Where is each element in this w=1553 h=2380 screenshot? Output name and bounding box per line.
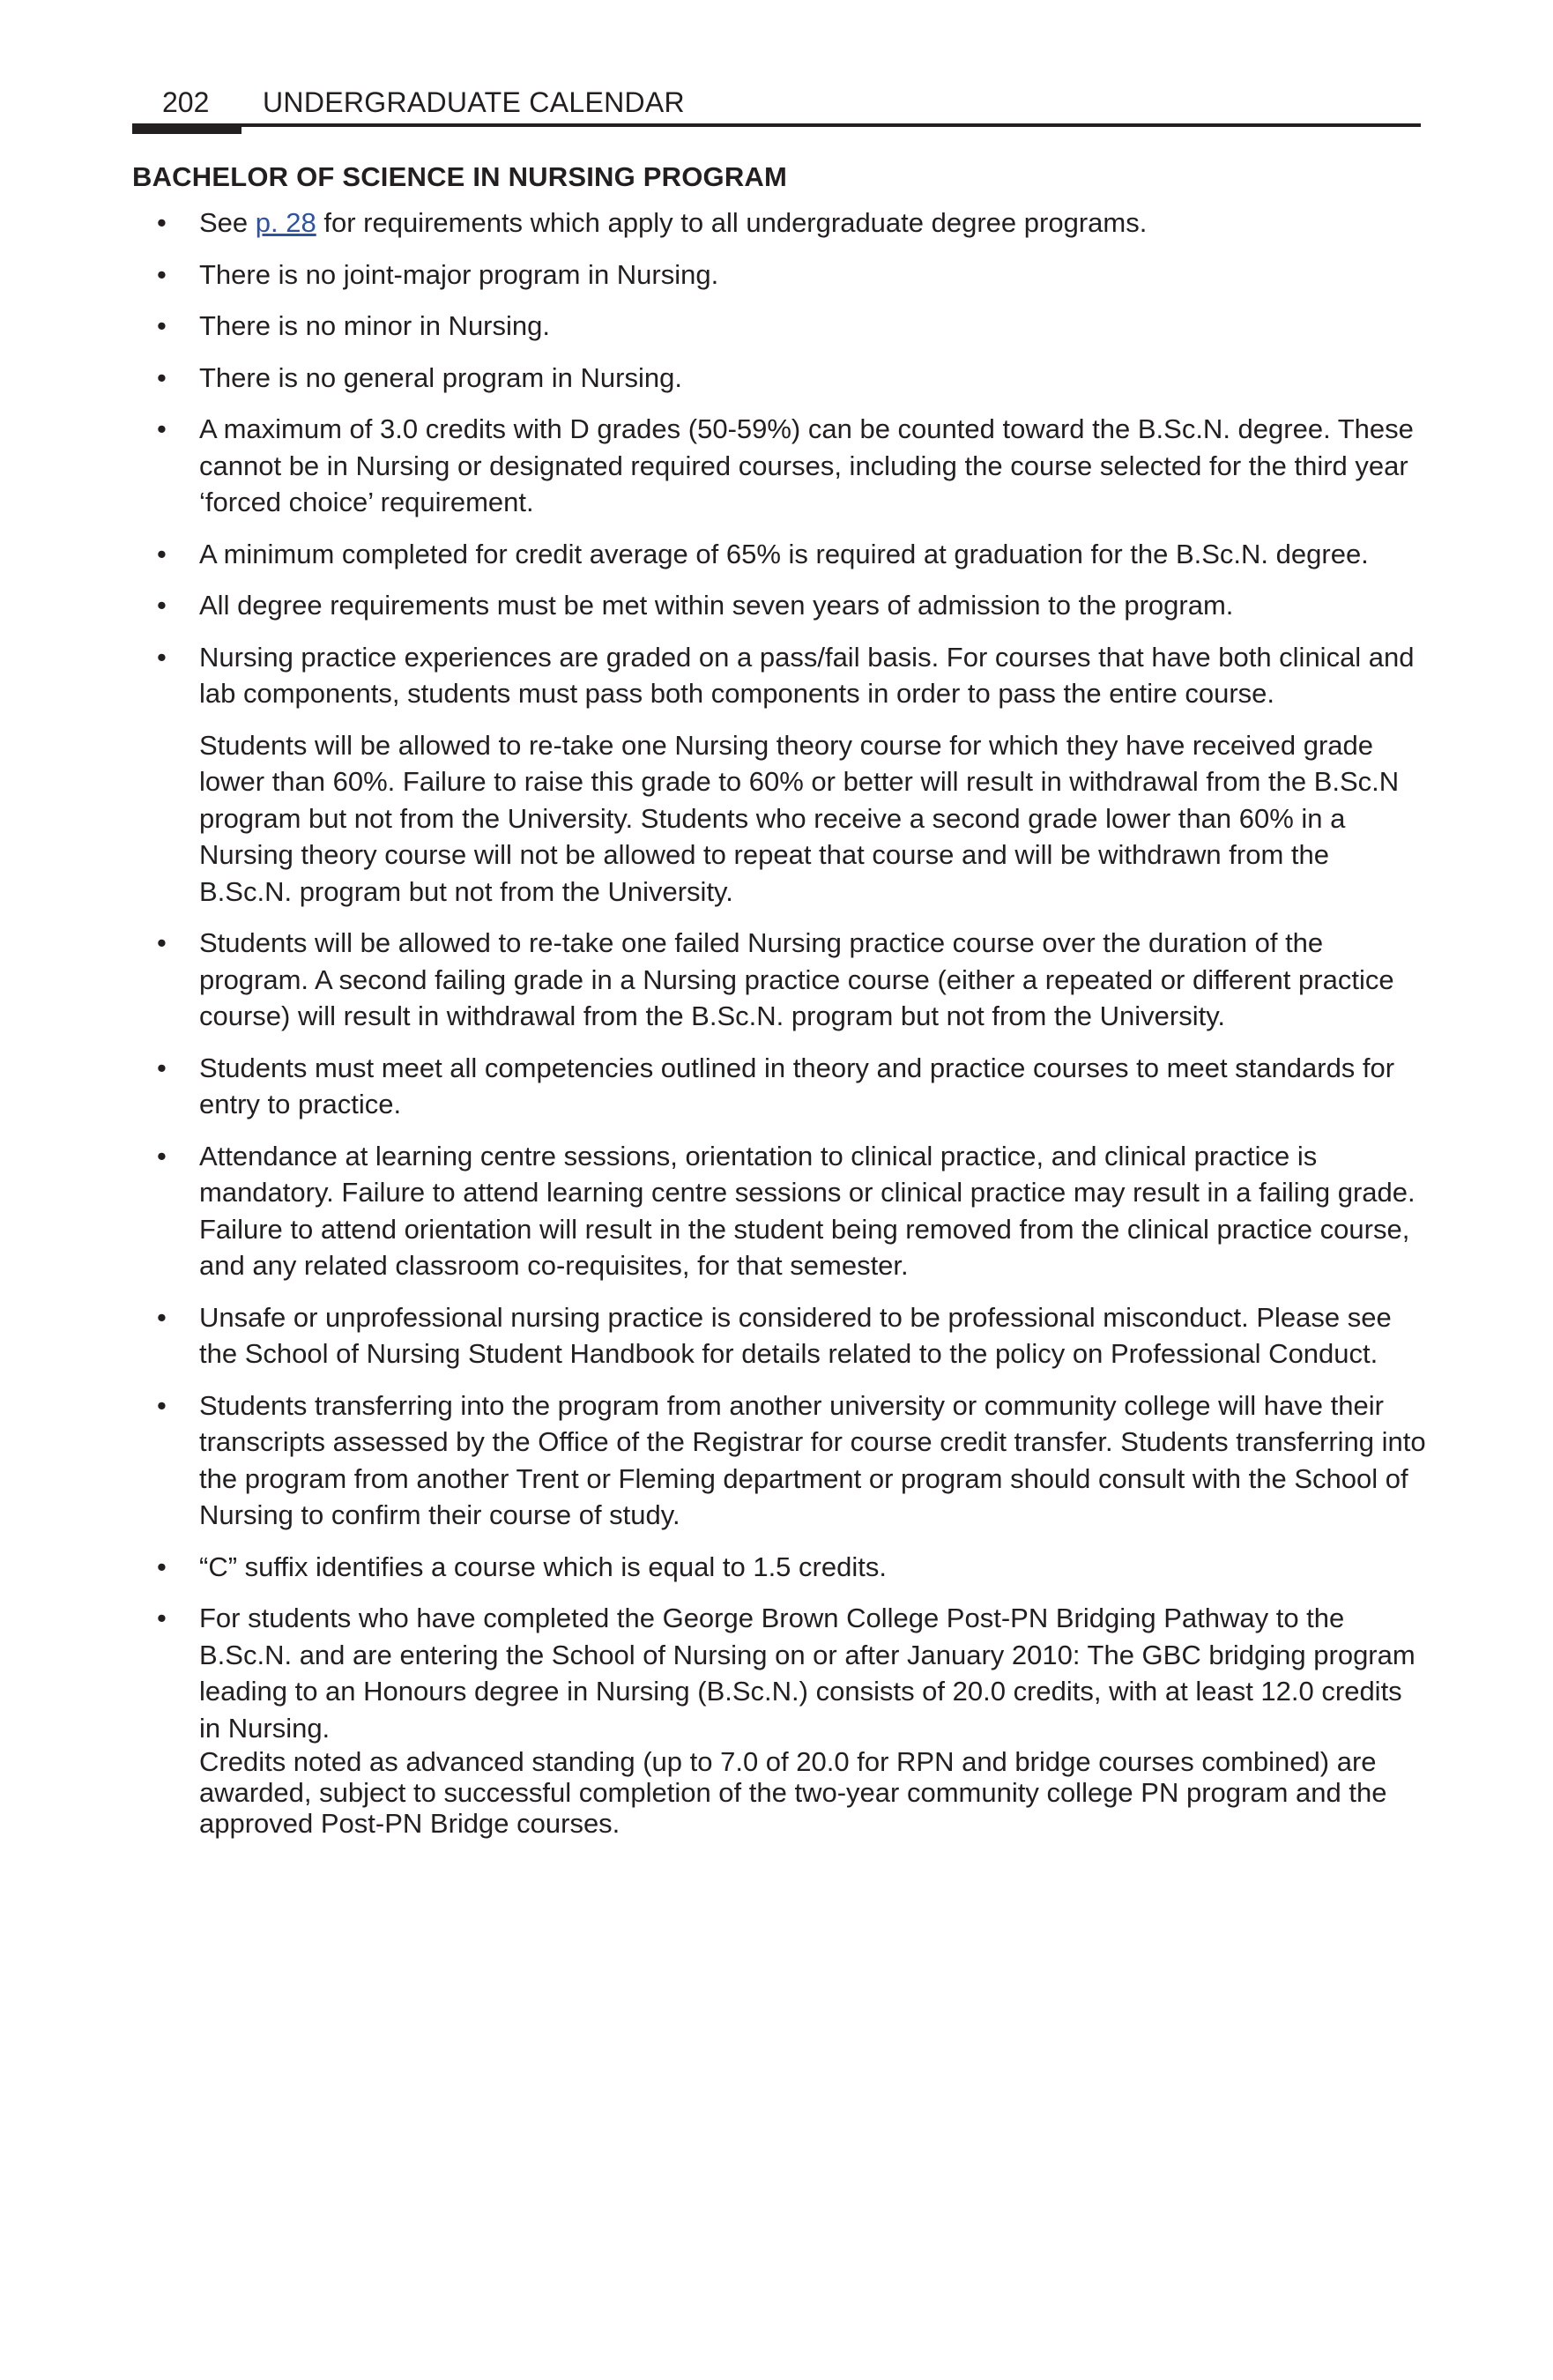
list-item	[132, 1549, 1428, 1586]
list-item	[132, 1299, 1428, 1372]
bullet-icon: •	[157, 413, 167, 444]
list-item-text-continued: Students will be allowed to re-take one Nursing theory course for which they have received grade lower than 60%. Failure to raise this grade to 60% or better will result in withdrawal from the B.Sc.N program but not from the University. Students who receive a second grade lower than 60% in a Nursing theory course will not be allowed to repeat that course and will be withdrawn from the B.Sc.N. program but not from the University.	[199, 729, 1400, 907]
list-item-text: A maximum of 3.0 credits with D grades (50-59%) can be counted toward the B.Sc.N. degree. These cannot be in Nursing or designated required courses, including the course selected for the third year ‘forced choice’ requirement.	[199, 413, 1414, 517]
list-item-text: Students will be allowed to re-take one failed Nursing practice course over the duration of the program. A second failing grade in a Nursing practice course (either a repeated or different practice course) will result in withdrawal from the B.Sc.N. program but not from the University.	[199, 927, 1394, 1031]
bullet-icon: •	[157, 641, 167, 673]
bullet-icon: •	[157, 1551, 167, 1582]
running-head: UNDERGRADUATE CALENDAR	[263, 86, 685, 118]
bullet-icon: •	[157, 538, 167, 569]
list-item-text: There is no general program in Nursing.	[199, 361, 682, 393]
bullet-icon: •	[157, 590, 167, 621]
list-item	[132, 536, 1428, 573]
bullet-icon: •	[157, 1389, 167, 1421]
header-rule	[132, 123, 1421, 127]
list-item-text: For students who have completed the George Brown College Post-PN Bridging Pathway to the B.Sc.N. and are entering the School of Nursing on or after January 2010: The GBC bridging program leading to an Honours degree in Nursing (B.Sc.N.) consists of 20.0 credits, with at least 12.0 credits in Nursing. Credits noted as advanced standing (up to 7.0 of 20.0 for RPN and bridge courses combined) are awarded, subject to successful completion of the two-year community college PN program and the approved Post-PN Bridge courses.	[199, 1603, 1416, 1839]
page-link[interactable]: p. 28	[255, 207, 316, 238]
page-number: 202	[162, 86, 210, 118]
list-item	[132, 1600, 1428, 1839]
list-item	[132, 1138, 1428, 1284]
list-item	[132, 411, 1428, 521]
list-item-text: Nursing practice experiences are graded on a pass/fail basis. For courses that have both clinical and lab components, students must pass both components in order to pass the entire course.	[199, 641, 1415, 709]
header-rule-accent	[132, 123, 241, 134]
list-item-text: Unsafe or unprofessional nursing practice is considered to be professional misconduct. Please see the School of Nursing Student Handbook for details related to the policy on Professional Conduct.	[199, 1301, 1392, 1369]
section-title: BACHELOR OF SCIENCE IN NURSING PROGRAM	[132, 161, 788, 192]
page-header	[132, 81, 1421, 134]
list-item	[132, 360, 1428, 397]
list-item-text: There is no joint-major program in Nursing.	[199, 258, 719, 290]
list-item-text: Students must meet all competencies outlined in theory and practice courses to meet standards for entry to practice.	[199, 1052, 1395, 1119]
list-item	[132, 257, 1428, 294]
list-item	[132, 925, 1428, 1035]
list-item-text: A minimum completed for credit average of 65% is required at graduation for the B.Sc.N. degree.	[199, 538, 1369, 569]
list-item-text: Students transferring into the program from another university or community college will have their transcripts assessed by the Office of the Registrar for course credit transfer. Students transferring into the program from another Trent or Fleming department or program should consult with the School of Nursing to confirm their course of study.	[199, 1389, 1426, 1530]
main-content	[132, 159, 1428, 1854]
list-item	[132, 1050, 1428, 1123]
bullet-icon: •	[157, 258, 167, 290]
bullet-icon: •	[157, 1140, 167, 1171]
list-item	[132, 587, 1428, 624]
list-item	[132, 205, 1428, 242]
list-item-text: See p. 28 for requirements which apply to all undergraduate degree programs.	[199, 207, 1148, 238]
list-item	[132, 639, 1428, 911]
list-item-text: Attendance at learning centre sessions, orientation to clinical practice, and clinical practice is mandatory. Failure to attend learning centre sessions or clinical practice may result in a failing grade. Failure to attend orientation will result in the student being removed from the clinical practice course, and any related classroom co-requisites, for that semester.	[199, 1140, 1416, 1281]
list-item	[132, 308, 1428, 345]
bullet-icon: •	[157, 1052, 167, 1083]
bullet-icon: •	[157, 1301, 167, 1333]
bullet-icon: •	[157, 207, 167, 238]
bullet-icon: •	[157, 361, 167, 393]
list-item-text: There is no minor in Nursing.	[199, 310, 550, 341]
list-item	[132, 1387, 1428, 1534]
requirements-list	[132, 205, 1428, 1839]
list-item-text: “C” suffix identifies a course which is equal to 1.5 credits.	[199, 1551, 887, 1582]
list-item-text: All degree requirements must be met within seven years of admission to the program.	[199, 590, 1234, 621]
bullet-icon: •	[157, 1603, 167, 1633]
bullet-icon: •	[157, 927, 167, 958]
bullet-icon: •	[157, 310, 167, 341]
